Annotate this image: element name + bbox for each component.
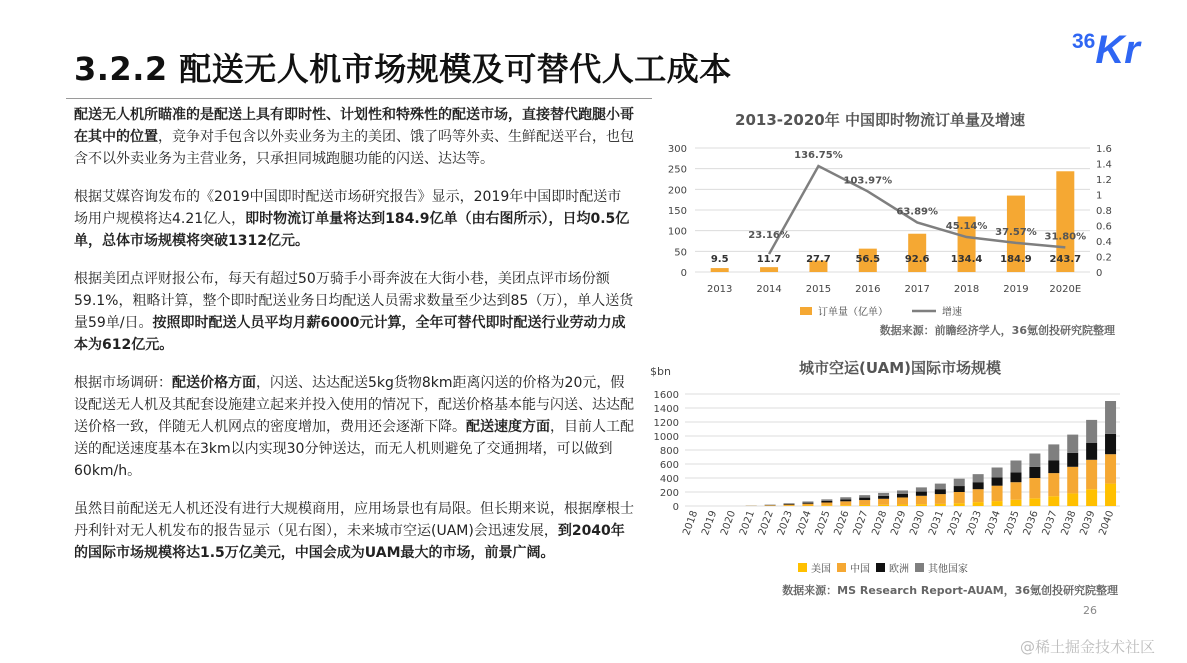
chart-source: 数据来源：MS Research Report-AUAM，36氪创投研究院整理: [782, 584, 1118, 597]
bar-segment-2027-2: [859, 498, 870, 500]
paragraph-2: [74, 186, 634, 252]
chart-title: 2013-2020年 中国即时物流订单量及增速: [735, 111, 1025, 129]
page-title: 3.2.2 配送无人机市场规模及可替代人工成本: [74, 50, 732, 88]
y-tick-label: 200: [659, 488, 679, 499]
y2-tick-label: 0.4: [1096, 237, 1112, 248]
x-tick-label: 2015: [805, 284, 832, 295]
x-tick-label: 2018: [681, 509, 701, 537]
bar-segment-2028-0: [878, 505, 889, 506]
y-tick-label: 800: [659, 446, 679, 457]
y-tick-label: 600: [659, 460, 679, 471]
bar-segment-2037-3: [1048, 444, 1059, 460]
bar-value-label: 27.7: [806, 254, 831, 265]
p1-run-0: 配送无人机所瞄准的是配送上具有即时性、计划性和特殊性的配送市场，直接替代跑腿小哥在其中的位置: [74, 107, 634, 145]
y-tick-label: 400: [659, 474, 679, 485]
bar-segment-2039-1: [1086, 460, 1097, 489]
bar-segment-2036-3: [1029, 454, 1040, 467]
x-tick-label: 2018: [953, 284, 980, 295]
y-tick-label: 1000: [653, 432, 679, 443]
p4-run-2: ，闪送、达达配送5kg货物8km距离闪送的价格为20元，假设配送无人机及其配套设施建立起来并投入使用的情况下，配送价格基本能与闪送、达达配送价格一致，伴随无人机网点的密度增加，费用还会逐渐下降。: [74, 375, 634, 435]
bar-segment-2031-3: [935, 484, 946, 490]
bar-segment-2039-3: [1086, 420, 1097, 443]
bar-segment-2037-0: [1048, 496, 1059, 506]
bar-segment-2033-0: [973, 502, 984, 506]
bar-segment-2029-0: [897, 504, 908, 506]
bar-segment-2026-1: [840, 501, 851, 505]
bar-segment-2040-0: [1105, 484, 1116, 506]
bar-segment-2038-0: [1067, 493, 1078, 506]
body-text: [74, 104, 634, 580]
y2-tick-label: 1.2: [1096, 175, 1112, 186]
p4-run-1: 配送价格方面: [172, 375, 256, 391]
x-tick-label: 2016: [855, 284, 881, 295]
bar-segment-2040-2: [1105, 434, 1116, 454]
x-tick-label: 2035: [1002, 509, 1022, 537]
bar-2014: [760, 267, 778, 272]
bar-segment-2024-2: [802, 503, 813, 504]
bar-segment-2040-1: [1105, 454, 1116, 483]
bar-segment-2032-0: [954, 503, 965, 506]
legend-swatch-orders: [800, 307, 812, 315]
bar-segment-2038-3: [1067, 435, 1078, 453]
bar-segment-2030-2: [916, 492, 927, 496]
y-tick-label: 1400: [653, 404, 679, 415]
p4-run-4: ，目前人工配送的配送速度基本在3km以内实现30分钟送达，而无人机则避免了交通拥堵，可以做到60km/h。: [74, 419, 634, 479]
growth-label: 37.57%: [995, 226, 1037, 238]
legend-swatch-1: [837, 563, 846, 572]
bar-value-label: 11.7: [756, 254, 782, 265]
x-tick-label: 2024: [794, 509, 814, 537]
legend-label-0: 美国: [811, 564, 831, 575]
chart-source: 数据来源：前瞻经济学人，36氪创投研究院整理: [879, 324, 1115, 337]
bar-segment-2030-0: [916, 504, 927, 506]
bar-segment-2026-0: [840, 505, 851, 506]
bar-segment-2037-2: [1048, 461, 1059, 474]
logo-number: 36: [1072, 30, 1096, 53]
bar-segment-2023-2: [784, 504, 795, 505]
legend-swatch-3: [915, 563, 924, 572]
paragraph-1: [74, 104, 634, 170]
y2-tick-label: 0.2: [1096, 252, 1112, 264]
y-tick-label: 100: [667, 226, 687, 238]
bar-2013: [711, 268, 729, 272]
y-tick-label: 150: [667, 206, 687, 217]
chart-instant-logistics: [640, 100, 1140, 349]
x-tick-label: 2031: [927, 509, 947, 537]
x-tick-label: 2014: [756, 284, 782, 295]
x-tick-label: 2033: [964, 509, 984, 537]
x-tick-label: 2021: [737, 509, 758, 537]
y-tick-label: 0: [680, 268, 687, 279]
bar-2017: [908, 234, 926, 272]
bar-segment-2034-2: [992, 477, 1003, 485]
x-tick-label: 2027: [851, 509, 871, 537]
bar-segment-2023-1: [784, 505, 795, 506]
x-tick-label: 2020: [719, 509, 739, 537]
bar-segment-2035-0: [1010, 500, 1021, 506]
p4-run-3: 配送速度方面: [466, 419, 550, 435]
bar-segment-2031-2: [935, 489, 946, 494]
legend-swatch-0: [798, 563, 807, 572]
bar-segment-2036-2: [1029, 467, 1040, 478]
paragraph-3: [74, 268, 634, 356]
y2-tick-label: 1.4: [1096, 159, 1112, 171]
bar-segment-2028-3: [878, 493, 889, 496]
title-divider: [66, 98, 652, 99]
x-tick-label: 2039: [1078, 509, 1098, 537]
bar-segment-2025-3: [821, 499, 832, 501]
p1-run-1: ，竞争对手包含以外卖业务为主的美团、饿了吗等外卖、生鲜配送平台，也包含不以外卖业务为主营业务，只承担同城跑腿功能的闪送、达达等。: [74, 129, 634, 167]
bar-segment-2038-2: [1067, 453, 1078, 467]
y-tick-label: 300: [667, 144, 687, 155]
y2-tick-label: 0.6: [1096, 221, 1112, 233]
page-number: 26: [1083, 604, 1097, 617]
p5-run-0: 虽然目前配送无人机还没有进行大规模商用，应用场景也有局限。但长期来说，根据摩根士丹利针对无人机发布的报告显示（见右图），未来城市空运(UAM)会迅速发展，: [74, 501, 634, 539]
watermark: @稀土掘金技术社区: [1020, 638, 1156, 656]
bar-segment-2030-1: [916, 496, 927, 504]
bar-segment-2038-1: [1067, 467, 1078, 494]
p3-run-1: 按照即时配送人员平均月薪6000元计算，全年可替代即时配送行业劳动力成本为612亿元。: [74, 315, 626, 353]
bar-value-label: 134.4: [950, 254, 983, 265]
y2-tick-label: 1: [1096, 190, 1103, 202]
p5-run-1: 到2040年的国际市场规模将达1.5万亿美元，中国会成为UAM最大的市场，前景广阔。: [74, 523, 625, 561]
x-tick-label: 2017: [904, 284, 930, 295]
x-tick-label: 2029: [889, 509, 909, 537]
bar-segment-2025-2: [821, 501, 832, 503]
brand-logo: [1072, 30, 1140, 70]
x-tick-label: 2022: [756, 509, 776, 537]
bar-value-label: 92.6: [904, 254, 930, 265]
bar-segment-2025-0: [821, 505, 832, 506]
x-tick-label: 2013: [706, 284, 733, 295]
y2-tick-label: 1.6: [1096, 144, 1112, 155]
bar-segment-2035-1: [1010, 482, 1021, 500]
x-tick-label: 2023: [775, 509, 795, 537]
legend-orders: 订单量（亿单）: [818, 307, 888, 318]
x-tick-label: 2034: [983, 509, 1003, 537]
x-tick-label: 2019: [1003, 284, 1029, 295]
bar-segment-2023-3: [784, 503, 795, 504]
growth-label: 63.89%: [896, 206, 939, 218]
paragraph-4: [74, 372, 634, 482]
x-tick-label: 2040: [1097, 509, 1117, 537]
bar-segment-2029-3: [897, 490, 908, 494]
bar-value-label: 56.5: [855, 254, 881, 265]
growth-label: 45.14%: [945, 221, 988, 233]
growth-label: 23.16%: [748, 230, 790, 242]
bar-segment-2036-0: [1029, 498, 1040, 506]
bar-segment-2032-2: [954, 486, 965, 492]
y-tick-label: 1600: [653, 390, 679, 401]
bar-segment-2024-3: [802, 501, 813, 502]
p3-run-0: 根据美团点评财报公布，每天有超过50万骑手小哥奔波在大街小巷，美团点评市场份额59.1%，粗略计算，整个即时配送业务日均配送人员需求数量至少达到85（万），单人送货量59单/日。: [74, 271, 634, 331]
legend-label-1: 中国: [850, 564, 870, 575]
bar-segment-2024-1: [802, 504, 813, 506]
bar-segment-2040-3: [1105, 401, 1116, 434]
bar-segment-2027-0: [859, 505, 870, 506]
x-tick-label: 2032: [946, 509, 966, 537]
growth-label: 103.97%: [843, 175, 893, 187]
x-tick-label: 2025: [813, 509, 833, 537]
bar-segment-2029-2: [897, 494, 908, 498]
bar-segment-2033-1: [973, 489, 984, 502]
x-tick-label: 2026: [832, 509, 852, 537]
bar-segment-2026-3: [840, 497, 851, 499]
bar-segment-2026-2: [840, 499, 851, 501]
legend-swatch-2: [876, 563, 885, 572]
p4-run-0: 根据市场调研：: [74, 375, 172, 391]
chart-title: 城市空运(UAM)国际市场规模: [799, 359, 1001, 377]
bar-segment-2022-1: [765, 505, 776, 506]
y-tick-label: 200: [667, 185, 687, 197]
legend-label-2: 欧洲: [889, 564, 909, 575]
bar-segment-2028-1: [878, 499, 889, 505]
bar-segment-2033-3: [973, 474, 984, 482]
bar-segment-2032-1: [954, 492, 965, 503]
bar-segment-2028-2: [878, 496, 889, 499]
legend-label-3: 其他国家: [928, 564, 968, 575]
y-axis-unit: $bn: [650, 365, 671, 378]
y2-tick-label: 0: [1096, 268, 1103, 279]
x-tick-label: 2036: [1021, 509, 1041, 537]
bar-segment-2034-1: [992, 486, 1003, 501]
bar-segment-2039-2: [1086, 443, 1097, 460]
bar-segment-2037-1: [1048, 473, 1059, 496]
bar-segment-2035-3: [1010, 461, 1021, 473]
growth-label: 136.75%: [794, 150, 843, 162]
bar-segment-2030-3: [916, 487, 927, 491]
logo-letters: Kr: [1095, 28, 1140, 72]
x-tick-label: 2020E: [1049, 284, 1082, 295]
bar-segment-2031-1: [935, 494, 946, 504]
bar-segment-2027-3: [859, 495, 870, 497]
y-tick-label: 0: [672, 502, 679, 513]
bar-value-label: 243.7: [1049, 254, 1082, 265]
chart-uam-market: [640, 350, 1140, 606]
x-tick-label: 2019: [700, 509, 720, 537]
bar-segment-2039-0: [1086, 489, 1097, 506]
x-tick-label: 2037: [1040, 509, 1060, 537]
bar-segment-2034-0: [992, 501, 1003, 506]
paragraph-5: [74, 498, 634, 564]
x-tick-label: 2028: [870, 509, 890, 537]
bar-segment-2033-2: [973, 482, 984, 489]
p2-run-0: 根据艾媒咨询发布的《2019中国即时配送市场研究报告》显示，2019年中国即时配送市场用户规模将达4.21亿人，: [74, 189, 622, 227]
y-tick-label: 1200: [653, 418, 679, 429]
bar-segment-2029-1: [897, 497, 908, 504]
p2-run-1: 即时物流订单量将达到184.9亿单（由右图所示），日均0.5亿单，总体市场规模将突破1312亿元。: [74, 211, 630, 249]
y-tick-label: 250: [667, 164, 687, 176]
bar-value-label: 184.9: [1000, 254, 1032, 265]
bar-segment-2024-0: [802, 505, 813, 506]
x-tick-label: 2038: [1059, 509, 1079, 537]
bar-segment-2027-1: [859, 500, 870, 505]
bar-segment-2032-3: [954, 479, 965, 486]
bar-value-label: 9.5: [710, 254, 729, 265]
bar-segment-2025-1: [821, 503, 832, 506]
growth-label: 31.80%: [1044, 231, 1087, 243]
bar-segment-2031-0: [935, 504, 946, 506]
bar-segment-2034-3: [992, 468, 1003, 478]
bar-segment-2036-1: [1029, 478, 1040, 498]
y2-tick-label: 0.8: [1096, 206, 1112, 217]
bar-segment-2035-2: [1010, 472, 1021, 482]
y-tick-label: 50: [674, 247, 687, 259]
legend-growth: 增速: [942, 307, 962, 318]
x-tick-label: 2030: [908, 509, 928, 537]
